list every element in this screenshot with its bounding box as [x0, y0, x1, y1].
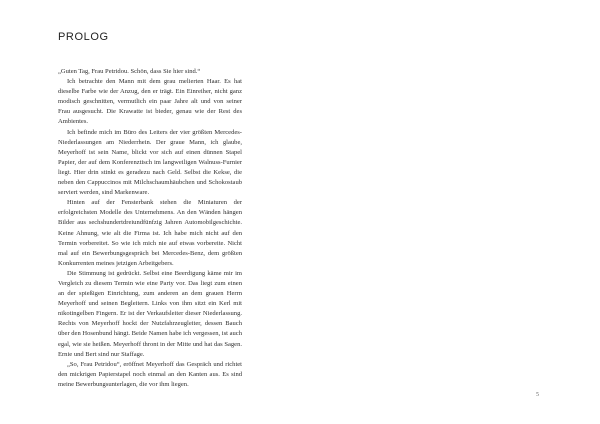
chapter-title: PROLOG	[58, 31, 109, 43]
page-number: 5	[536, 392, 539, 398]
paragraph: „Guten Tag, Frau Petridou. Schön, dass Sie hier sind.“	[58, 68, 201, 75]
paragraph: Hinten auf der Fensterbank stehen die Miniaturen der erfolgreichsten Modelle des Unternehmens. An den Wänden hängen Bilder aus sechshundertdreiundfünfzig Jahren Automobilgeschichte. Keine Ahnung, wie alt die Firma ist. Ich habe mich nicht auf den Termin vorbereitet. So wie ich mich nie auf etwas vorbereite. Nicht mal auf ein Bewerbungsgespräch bei Mercedes-Benz, dem größten Konkurrenten meines jetzigen Arbeitgebers.	[58, 199, 242, 267]
paragraph: Ich betrachte den Mann mit dem grau melierten Haar. Es hat dieselbe Farbe wie der Anzug, den er trägt. Ein Einreiher, nicht ganz modisch geschnitten, vermutlich ein paar Jahre alt und von seiner Frau ausgesucht. Die Krawatte ist bieder, genau wie der Rest des Ambientes.	[58, 78, 242, 126]
paragraph: Ich befinde mich im Büro des Leiters der vier größten Mercedes-Niederlassungen am Niederrhein. Der graue Mann, ich glaube, Meyerhoff ist sein Name, blickt vor sich auf einen dünnen Stapel Papier, der auf dem Konferenztisch im langweiligen Walnuss-Furnier liegt. Hier drin stinkt es geradezu nach Geld. Selbst die Kekse, die neben den Cappuccinos mit Milchschaumhäubchen und Schokostaub serviert werden, sind Markenware.	[58, 128, 242, 197]
right-page	[300, 0, 600, 424]
body-text	[58, 67, 242, 390]
paragraph: „So, Frau Petridou“, eröffnet Meyerhoff das Gespräch und richtet den mickrigen Papierstapel noch einmal an den Kanten aus. Es sind meine Bewerbungsunterlagen, die vor ihm liegen.	[58, 360, 242, 388]
paragraph: Die Stimmung ist gedrückt. Selbst eine Beerdigung käme mir im Vergleich zu diesem Termin wie eine Party vor. Das liegt zum einen an der spießigen Einrichtung, zum anderen an dem grauen Herrn Meyerhoff und seinen Begleitern. Links von ihm sitzt ein Kerl mit nikotingelben Fingern. Er ist der Verkaufsleiter dieser Niederlassung. Rechts von Meyerhoff hockt der Nutzfahrzeugleiter, dessen Bauch über den Hosenbund hängt. Beide Namen habe ich vergessen, ist auch egal, wie sie heißen. Meyerhoff thront in der Mitte und hat das Sagen. Ernie und Bert sind nur Staffage.	[58, 269, 242, 358]
